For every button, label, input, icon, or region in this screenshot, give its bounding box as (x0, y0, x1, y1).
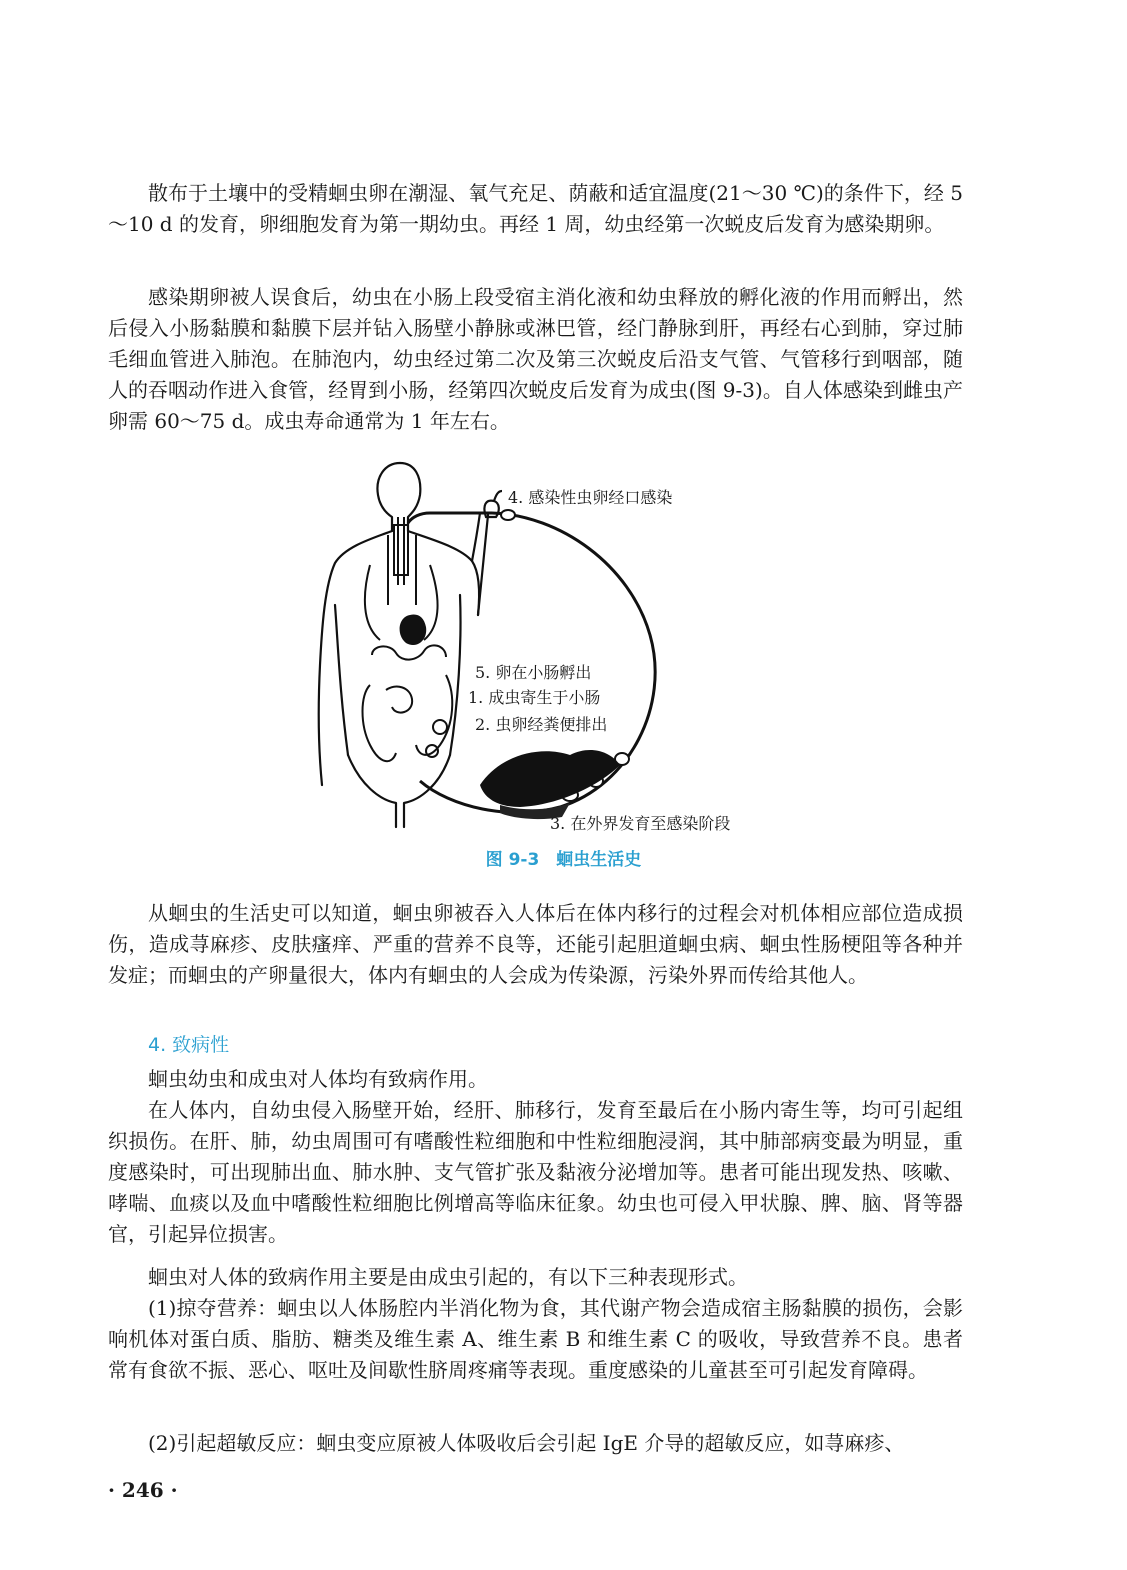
label-step-3: 3. 在外界发育至感染阶段 (550, 814, 731, 833)
figure-caption: 图 9-3 蛔虫生活史 (485, 850, 642, 870)
paragraph-larval-damage: 在人体内，自幼虫侵入肠壁开始，经肝、肺移行，发育至最后在小肠内寄生等，均可引起组织损伤。在肝、肺，幼虫周围可有嗜酸性粒细胞和中性粒细胞浸润，其中肺部病变最为明显，重度感染时，可出现肺出血、肺水肿、支气管扩张及黏液分泌增加等。患者可能出现发热、咳嗽、哮喘、血痰以及血中嗜酸性粒细胞比例增高等临床征象。幼虫也可侵入甲状腺、脾、脑、肾等器官，引起异位损害。 (108, 1098, 963, 1246)
label-step-5: 5. 卵在小肠孵出 (475, 663, 592, 682)
lifecycle-figure (300, 455, 780, 840)
paragraph-adult-forms: 蛔虫对人体的致病作用主要是由成虫引起的，有以下三种表现形式。 (148, 1265, 748, 1289)
label-step-4: 4. 感染性虫卵经口感染 (508, 488, 673, 507)
paragraph-soil-eggs: 散布于土壤中的受精蛔虫卵在潮湿、氧气充足、荫蔽和适宜温度(21～30 ℃)的条件下，经 5～10 d 的发育，卵细胞发育为第一期幼虫。再经 1 周，幼虫经第一次蜕皮后发育为感染期卵。 (108, 181, 963, 236)
lifecycle-diagram (300, 455, 780, 840)
paragraph-pathogenic-intro: 蛔虫幼虫和成虫对人体均有致病作用。 (148, 1067, 488, 1091)
paragraph-lifecycle-consequence: 从蛔虫的生活史可以知道，蛔虫卵被吞入人体后在体内移行的过程会对机体相应部位造成损伤，造成荨麻疹、皮肤瘙痒、严重的营养不良等，还能引起胆道蛔虫病、蛔虫性肠梗阻等各种并发症；而蛔虫的产卵量很大，体内有蛔虫的人会成为传染源，污染外界而传给其他人。 (108, 901, 963, 987)
paragraph-nutrition: (1)掠夺营养：蛔虫以人体肠腔内半消化物为食，其代谢产物会造成宿主肠黏膜的损伤，会影响机体对蛋白质、脂肪、糖类及维生素 A、维生素 B 和维生素 C 的吸收，导致营养不良。患者常有食欲不振、恶心、呕吐及间歇性脐周疼痛等表现。重度感染的儿童甚至可引起发育障碍。 (108, 1296, 963, 1382)
page-number: · 246 · (108, 1478, 178, 1502)
label-step-1: 1. 成虫寄生于小肠 (468, 688, 601, 707)
paragraph-hypersensitivity: (2)引起超敏反应：蛔虫变应原被人体吸收后会引起 IgE 介导的超敏反应，如荨麻疹、 (148, 1431, 905, 1455)
label-step-2: 2. 虫卵经粪便排出 (475, 715, 608, 734)
section-heading-pathogenicity: 4. 致病性 (148, 1034, 230, 1056)
paragraph-infection-migration: 感染期卵被人误食后，幼虫在小肠上段受宿主消化液和幼虫释放的孵化液的作用而孵出，然后侵入小肠黏膜和黏膜下层并钻入肠壁小静脉或淋巴管，经门静脉到肝，再经右心到肺，穿过肺毛细血管进入肺泡。在肺泡内，幼虫经过第二次及第三次蜕皮后沿支气管、气管移行到咽部，随人的吞咽动作进入食管，经胃到小肠，经第四次蜕皮后发育为成虫(图 9-3)。自人体感染到雌虫产卵需 60～75 d。成虫寿命通常为 1 年左右。 (108, 285, 963, 433)
